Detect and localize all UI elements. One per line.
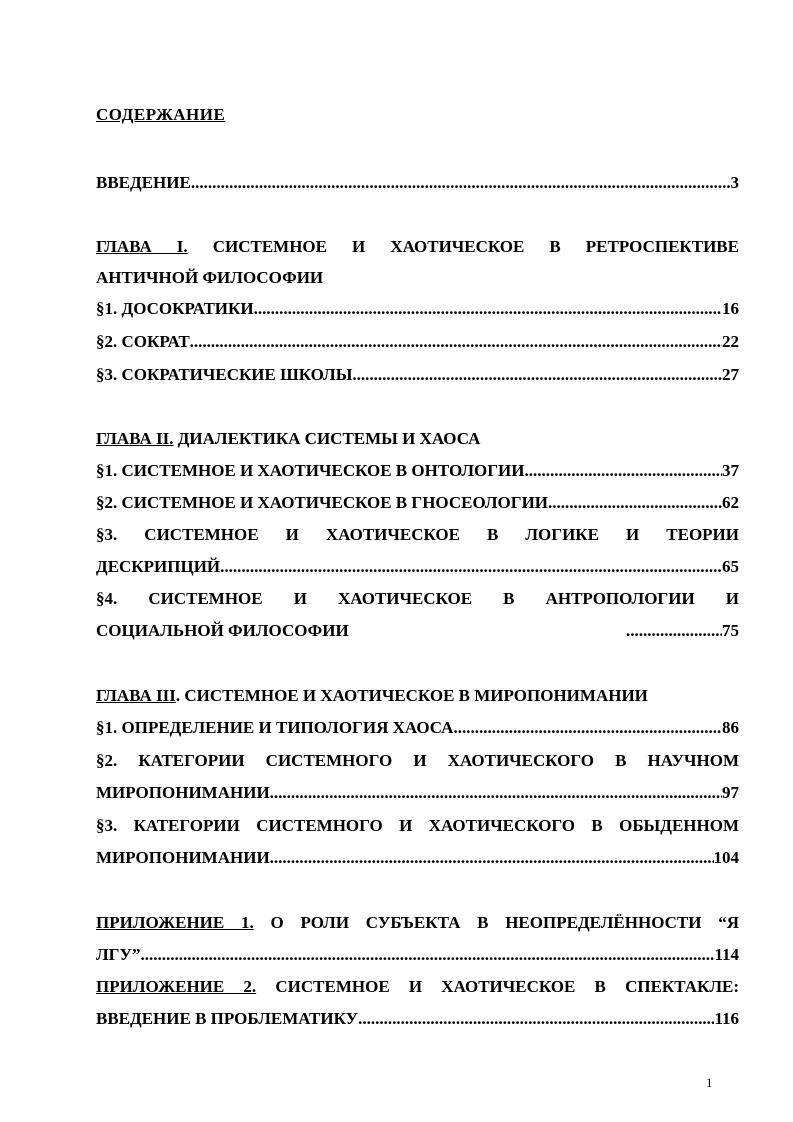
toc-entry-page: 3: [730, 173, 739, 192]
toc-entry-multiline[interactable]: [96, 522, 739, 548]
toc-entry-page: 86: [722, 718, 739, 737]
leader-dots: [270, 845, 714, 871]
leader-dots: [190, 329, 722, 355]
leader-dots: [525, 458, 723, 484]
toc-entry-page: 27: [722, 365, 739, 384]
toc-entry-label: §1. СИСТЕМНОЕ И ХАОТИЧЕСКОЕ В ОНТОЛОГИИ: [96, 461, 525, 480]
toc-entry-cont[interactable]: [96, 1006, 739, 1032]
toc-entry-page: 16: [722, 299, 739, 318]
chapter-number: ГЛАВА I.: [96, 237, 188, 256]
toc-entry-page: 116: [714, 1009, 739, 1028]
leader-dots: [270, 780, 722, 806]
toc-entry-multiline[interactable]: [96, 813, 739, 839]
toc-entry-label: §3. СОКРАТИЧЕСКИЕ ШКОЛЫ: [96, 365, 353, 384]
toc-entry-cont[interactable]: [96, 780, 739, 806]
leader-dots: [140, 942, 714, 968]
toc-entry-page: 65: [722, 557, 739, 576]
toc-entry-page: 75: [722, 621, 739, 640]
toc-entry-cont[interactable]: [96, 618, 739, 644]
toc-entry-cont[interactable]: [96, 554, 739, 580]
toc-entry-label: §2. СИСТЕМНОЕ И ХАОТИЧЕСКОЕ В ГНОСЕОЛОГИИ: [96, 493, 549, 512]
appendix-number: ПРИЛОЖЕНИЕ 2.: [96, 977, 257, 996]
toc-entry-label: §2. СОКРАТ: [96, 332, 190, 351]
leader-dots: [191, 170, 731, 196]
toc-entry-cont[interactable]: [96, 942, 739, 968]
page-number: 1: [706, 1075, 713, 1090]
chapter-heading-text: [96, 234, 739, 260]
chapter-1-heading[interactable]: [96, 234, 739, 260]
chapter-heading-text: [96, 426, 480, 452]
chapter-title-cont: АНТИЧНОЙ ФИЛОСОФИИ: [96, 268, 324, 287]
leader-dots: [626, 618, 722, 644]
toc-entry-multiline[interactable]: [96, 748, 739, 774]
leader-dots: [254, 296, 722, 322]
toc-entry[interactable]: [96, 458, 739, 484]
toc-entry[interactable]: [96, 362, 739, 388]
chapter-2-heading[interactable]: [96, 426, 739, 452]
chapter-title: ДИАЛЕКТИКА СИСТЕМЫ И ХАОСА: [173, 429, 481, 448]
toc-entry-label: §3. СИСТЕМНОЕ И ХАОТИЧЕСКОЕ В ЛОГИКЕ И ТЕОРИИ: [96, 525, 739, 544]
appendix-heading-text: [96, 910, 739, 936]
toc-entry-label: МИРОПОНИМАНИИ: [96, 848, 270, 867]
toc-entry-page: 97: [722, 783, 739, 802]
toc-entry-label: ДЕСКРИПЦИЙ: [96, 557, 221, 576]
toc-entry-multiline[interactable]: [96, 586, 739, 612]
toc-entry-intro[interactable]: [96, 170, 739, 196]
toc-entry-label: ВВЕДЕНИЕ: [96, 173, 191, 192]
toc-entry[interactable]: [96, 490, 739, 516]
leader-dots: [453, 715, 722, 741]
appendix-heading-text: [96, 974, 739, 1000]
leader-dots: [352, 362, 722, 388]
toc-entry-cont[interactable]: [96, 845, 739, 871]
toc-entry-label: §1. ДОСОКРАТИКИ: [96, 299, 254, 318]
toc-entry-page: 62: [722, 493, 739, 512]
chapter-heading-text: [96, 683, 648, 709]
chapter-title: СИСТЕМНОЕ И ХАОТИЧЕСКОЕ В РЕТРОСПЕКТИВЕ: [187, 237, 739, 256]
chapter-number: ГЛАВА III: [96, 686, 176, 705]
leader-dots: [548, 490, 722, 516]
toc-entry-label: МИРОПОНИМАНИИ: [96, 783, 270, 802]
appendix-number: ПРИЛОЖЕНИЕ 1.: [96, 913, 254, 932]
toc-entry-label: ЛГУ”: [96, 945, 141, 964]
toc-entry-label: СОЦИАЛЬНОЙ ФИЛОСОФИИ: [96, 621, 349, 640]
appendix-title: СИСТЕМНОЕ И ХАОТИЧЕСКОЕ В СПЕКТАКЛЕ:: [256, 977, 739, 996]
toc-entry-label: §4. СИСТЕМНОЕ И ХАОТИЧЕСКОЕ В АНТРОПОЛОГИИ И: [96, 589, 739, 608]
toc-entry-page: 104: [713, 848, 739, 867]
chapter-1-heading-cont: [96, 265, 739, 291]
chapter-3-heading[interactable]: [96, 683, 739, 709]
toc-entry[interactable]: [96, 715, 739, 741]
toc-entry-page: 22: [722, 332, 739, 351]
appendix-2-heading[interactable]: [96, 974, 739, 1000]
appendix-1-heading[interactable]: [96, 910, 739, 936]
toc-entry-label: §1. ОПРЕДЕЛЕНИЕ И ТИПОЛОГИЯ ХАОСА: [96, 718, 454, 737]
chapter-title: . СИСТЕМНОЕ И ХАОТИЧЕСКОЕ В МИРОПОНИМАНИИ: [175, 686, 648, 705]
toc-entry-page: 37: [722, 461, 739, 480]
leader-dots: [220, 554, 722, 580]
toc-entry-label: §3. КАТЕГОРИИ СИСТЕМНОГО И ХАОТИЧЕСКОГО В ОБЫДЕННОМ: [96, 816, 739, 835]
toc-entry-page: 114: [714, 945, 739, 964]
toc-entry[interactable]: [96, 296, 739, 322]
toc-entry-label: §2. КАТЕГОРИИ СИСТЕМНОГО И ХАОТИЧЕСКОГО В НАУЧНОМ: [96, 751, 739, 770]
toc-title: СОДЕРЖАНИЕ: [96, 105, 226, 124]
leader-dots: [358, 1006, 714, 1032]
toc-entry-label: ВВЕДЕНИЕ В ПРОБЛЕМАТИКУ: [96, 1009, 359, 1028]
toc-entry[interactable]: [96, 329, 739, 355]
appendix-title: О РОЛИ СУБЪЕКТА В НЕОПРЕДЕЛЁННОСТИ “Я: [253, 913, 739, 932]
chapter-number: ГЛАВА II.: [96, 429, 174, 448]
